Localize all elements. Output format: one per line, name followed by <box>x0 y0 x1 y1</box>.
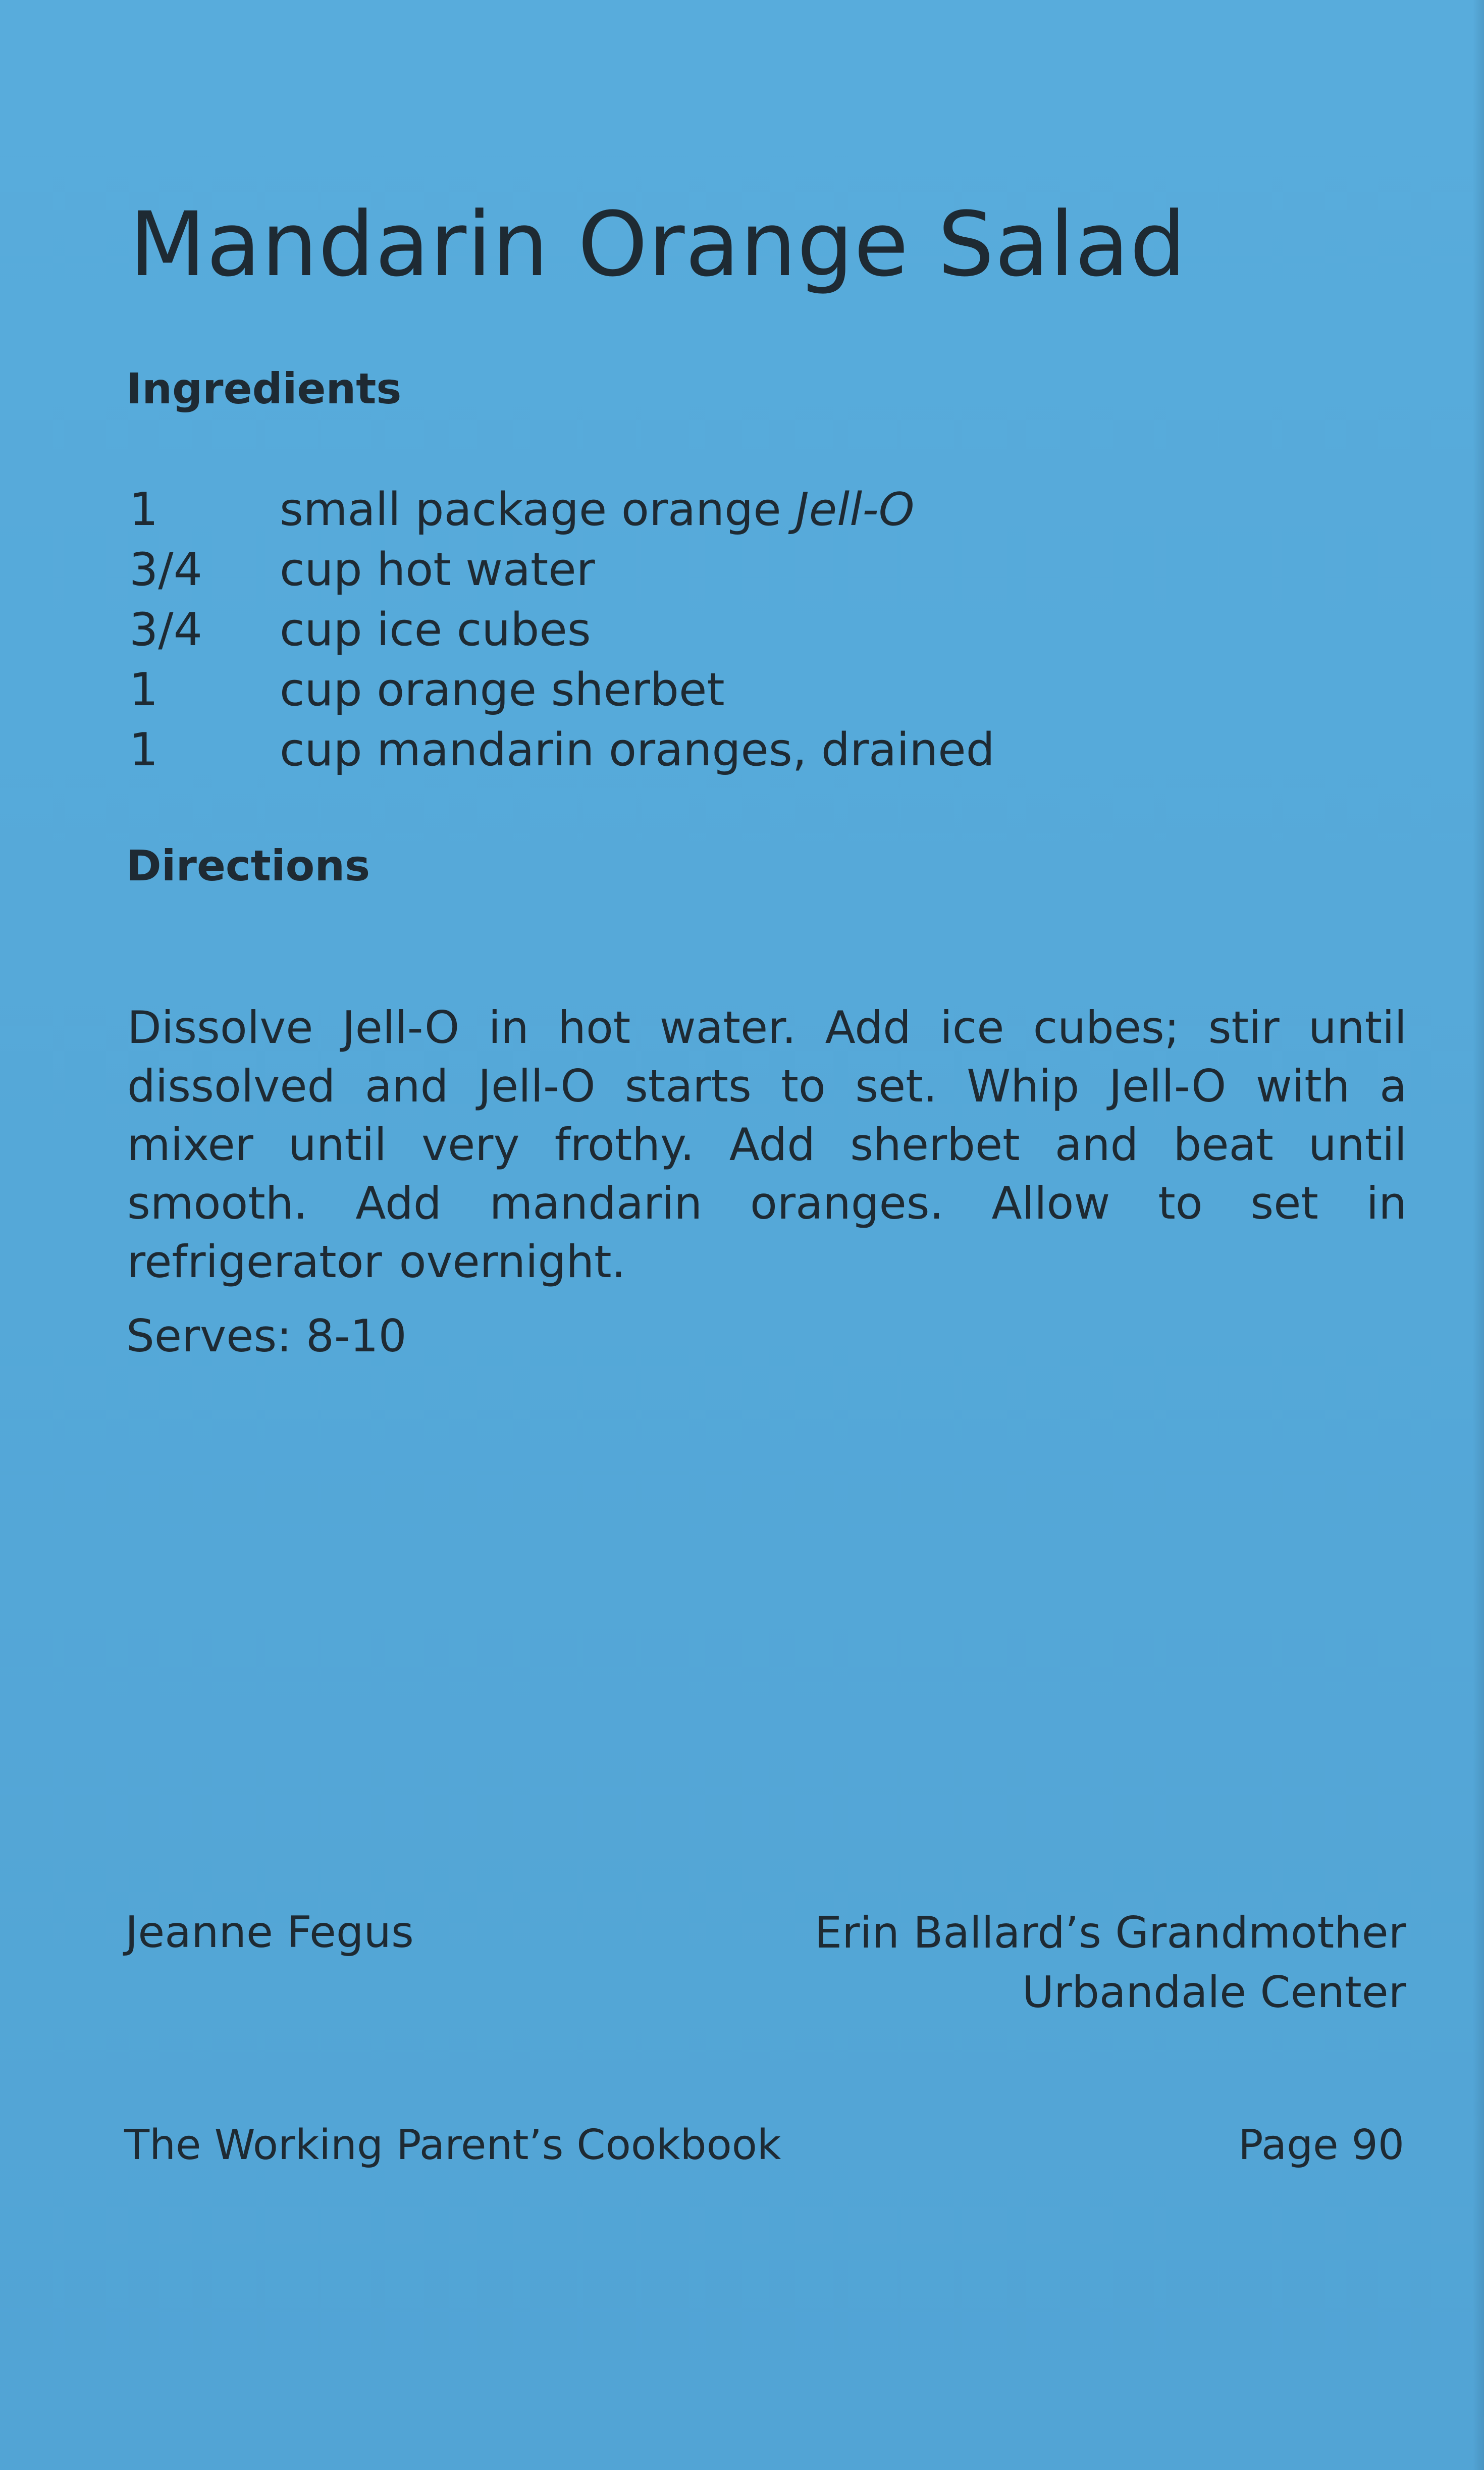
ingredient-item <box>280 480 915 540</box>
ingredient-text: small package orange <box>280 483 796 536</box>
ingredient-quantity: 3/4 <box>129 603 202 656</box>
ingredient-quantity: 3/4 <box>129 543 202 596</box>
recipe-title: Mandarin Orange Salad <box>129 193 1187 296</box>
contributor-center: Urbandale Center <box>1022 1967 1406 2018</box>
ingredient-item <box>280 600 591 660</box>
directions-text: Dissolve Jell-O in hot water. Add ice cubes; stir until dissolved and Jell-O starts to set. Whip Jell-O with a mixer until very frothy. Add sherbet and beat until smooth. Add mandarin oranges. Allow to set in refrigerator overnight. <box>127 1002 1407 1288</box>
page-number: Page 90 <box>1238 2121 1404 2169</box>
page-edge-shadow <box>1473 0 1484 2470</box>
ingredients-heading: Ingredients <box>126 364 402 413</box>
ingredient-item <box>280 660 725 720</box>
ingredient-quantity: 1 <box>129 663 158 716</box>
ingredient-text: cup orange sherbet <box>280 663 725 716</box>
ingredient-item <box>280 540 595 600</box>
ingredient-text: cup mandarin oranges, drained <box>280 723 995 776</box>
ingredient-text: cup hot water <box>280 543 595 596</box>
serving-size: Serves: 8-10 <box>126 1310 407 1362</box>
contributor-relation <box>815 1903 1406 2022</box>
ingredient-text: cup ice cubes <box>280 603 591 656</box>
contributor-name: Jeanne Fegus <box>125 1907 414 1958</box>
ingredient-quantity: 1 <box>129 723 158 776</box>
ingredient-brand: Jell-O <box>796 483 915 536</box>
ingredient-quantity: 1 <box>129 483 158 536</box>
contributor-relationship: Erin Ballard’s Grandmother <box>814 1908 1406 1958</box>
ingredient-item <box>280 720 995 780</box>
cookbook-title: The Working Parent’s Cookbook <box>124 2121 781 2169</box>
directions-heading: Directions <box>126 841 370 890</box>
